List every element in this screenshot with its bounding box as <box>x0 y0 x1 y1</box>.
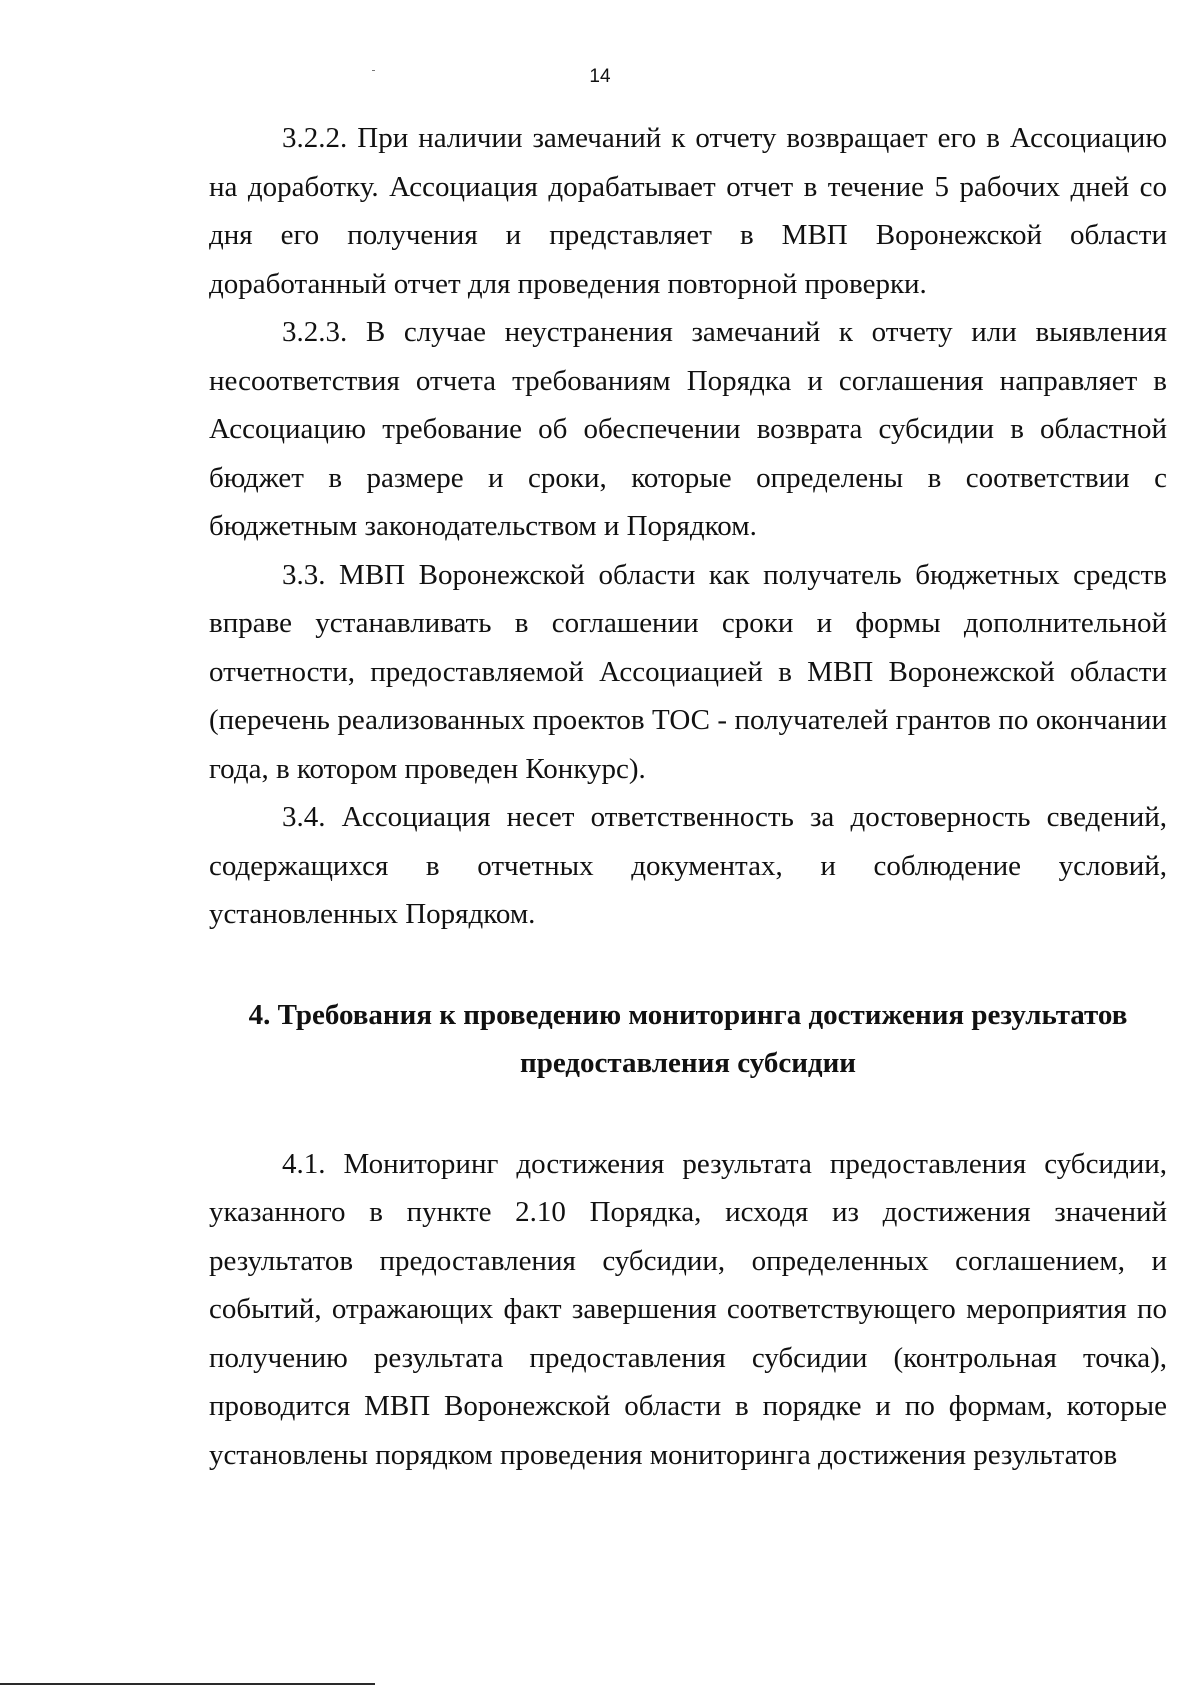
section-heading <box>209 991 1167 1088</box>
paragraph-3-4: 3.4. Ассоциация несет ответственность за достоверность сведений, содержащихся в отчетных документах, и соблюдение условий, установленных Порядком. <box>209 801 1167 930</box>
page-number: 14 <box>589 66 611 87</box>
paragraph-3-2-3: 3.2.3. В случае неустранения замечаний к отчету или выявления несоответствия отчета требованиям Порядка и соглашения направляет в Ассоциацию требование об обеспечении возврата субсидии в областной бюджет в размере и сроки, которые определены в соответствии с бюджетным законодательством и Порядком. <box>209 316 1167 542</box>
section-heading-line-1: 4. Требования к проведению мониторинга достижения результатов <box>248 998 1128 1031</box>
section-heading-line-2: предоставления субсидии <box>519 1047 857 1079</box>
paragraph-3-2-2: 3.2.2. При наличии замечаний к отчету возвращает его в Ассоциацию на доработку. Ассоциация дорабатывает отчет в течение 5 рабочих дней со дня его получения и представляет в МВП Воронежской области доработанный отчет для проведения повторной проверки. <box>209 122 1167 300</box>
paragraph-3-3: 3.3. МВП Воронежской области как получатель бюджетных средств вправе устанавливать в соглашении сроки и формы дополнительной отчетности, предоставляемой Ассоциацией в МВП Воронежской области (перечень реализованных проектов ТОС - получателей грантов по окончании года, в котором проведен Конкурс). <box>209 558 1167 785</box>
document-body <box>209 114 1167 1479</box>
paragraph-4-1: 4.1. Мониторинг достижения результата предоставления субсидии, указанного в пункте 2.10 Порядка, исходя из достижения значений результатов предоставления субсидии, определенных соглашением, и событий, отражающих факт завершения соответствующего мероприятия по получению результата предоставления субсидии (контрольная точка), проводится МВП Воронежской области в порядке и по формам, которые установлены порядком проведения мониторинга достижения результатов <box>209 1147 1167 1471</box>
footer-rule <box>0 1683 375 1685</box>
